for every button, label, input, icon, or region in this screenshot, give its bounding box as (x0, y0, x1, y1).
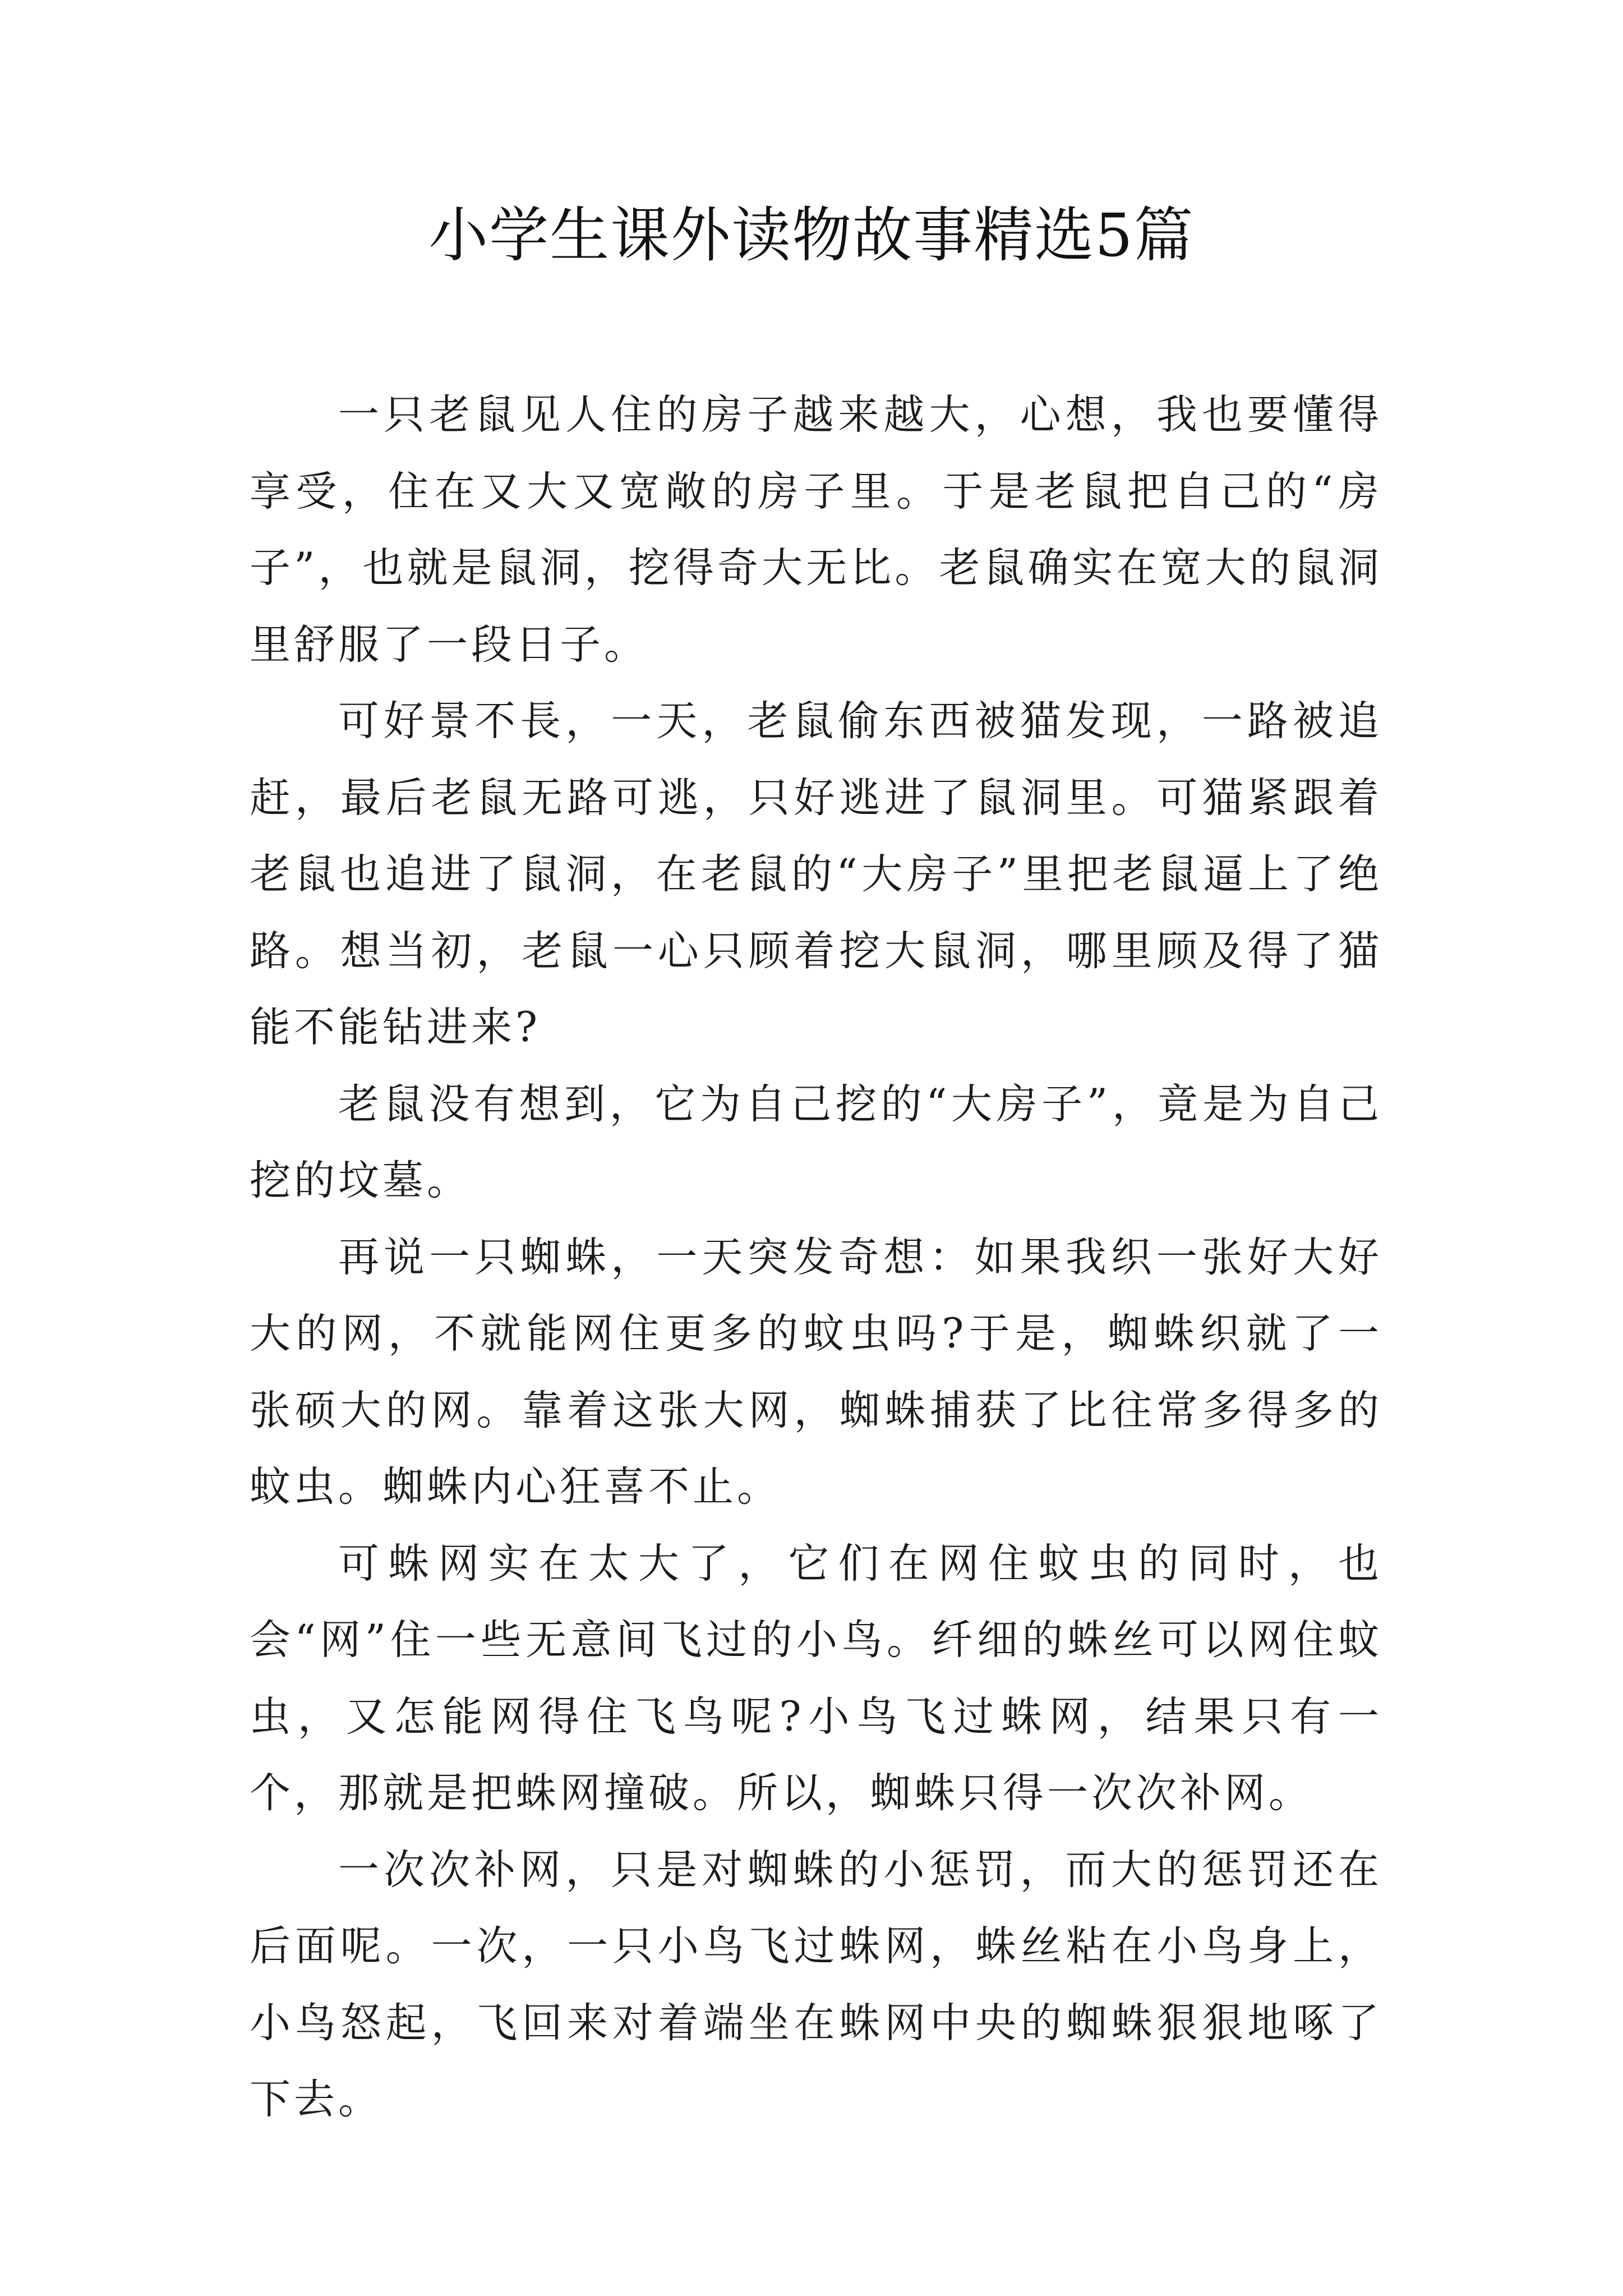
paragraph: 可蛛网实在太大了，它们在网住蚊虫的同时，也会“网”住一些无意间飞过的小鸟。纤细的蛛丝可以网住蚊虫，又怎能网得住飞鸟呢?小鸟飞过蛛网，结果只有一个，那就是把蛛网撞破。所以，蜘蛛只得一次次补网。 (250, 1539, 1382, 1817)
document-title: 小学生课外读物故事精选5篇 (428, 201, 1195, 270)
paragraph: 一只老鼠见人住的房子越来越大，心想，我也要懂得享受，住在又大又宽敞的房子里。于是老鼠把自己的“房子”，也就是鼠洞，挖得奇大无比。老鼠确实在宽大的鼠洞里舒服了一段日子。 (250, 391, 1382, 669)
paragraph: 可好景不長，一天，老鼠偷东西被猫发现，一路被追赶，最后老鼠无路可逃，只好逃进了鼠洞里。可猫紧跟着老鼠也追进了鼠洞，在老鼠的“大房子”里把老鼠逼上了绝路。想当初，老鼠一心只顾着挖大鼠洞，哪里顾及得了猫能不能钻进来? (250, 697, 1382, 1051)
paragraph: 再说一只蜘蛛，一天突发奇想：如果我织一张好大好大的网，不就能网住更多的蚊虫吗?于是，蜘蛛织就了一张硕大的网。靠着这张大网，蜘蛛捕获了比往常多得多的蚊虫。蜘蛛内心狂喜不止。 (250, 1233, 1382, 1511)
paragraph: 老鼠没有想到，它为自己挖的“大房子”，竟是为自己挖的坟墓。 (250, 1080, 1382, 1204)
paragraph: 一次次补网，只是对蜘蛛的小惩罚，而大的惩罚还在后面呢。一次，一只小鸟飞过蛛网，蛛丝粘在小鸟身上，小鸟怒起，飞回来对着端坐在蛛网中央的蜘蛛狠狠地啄了下去。 (250, 1846, 1382, 2123)
document-body (250, 377, 1382, 2138)
